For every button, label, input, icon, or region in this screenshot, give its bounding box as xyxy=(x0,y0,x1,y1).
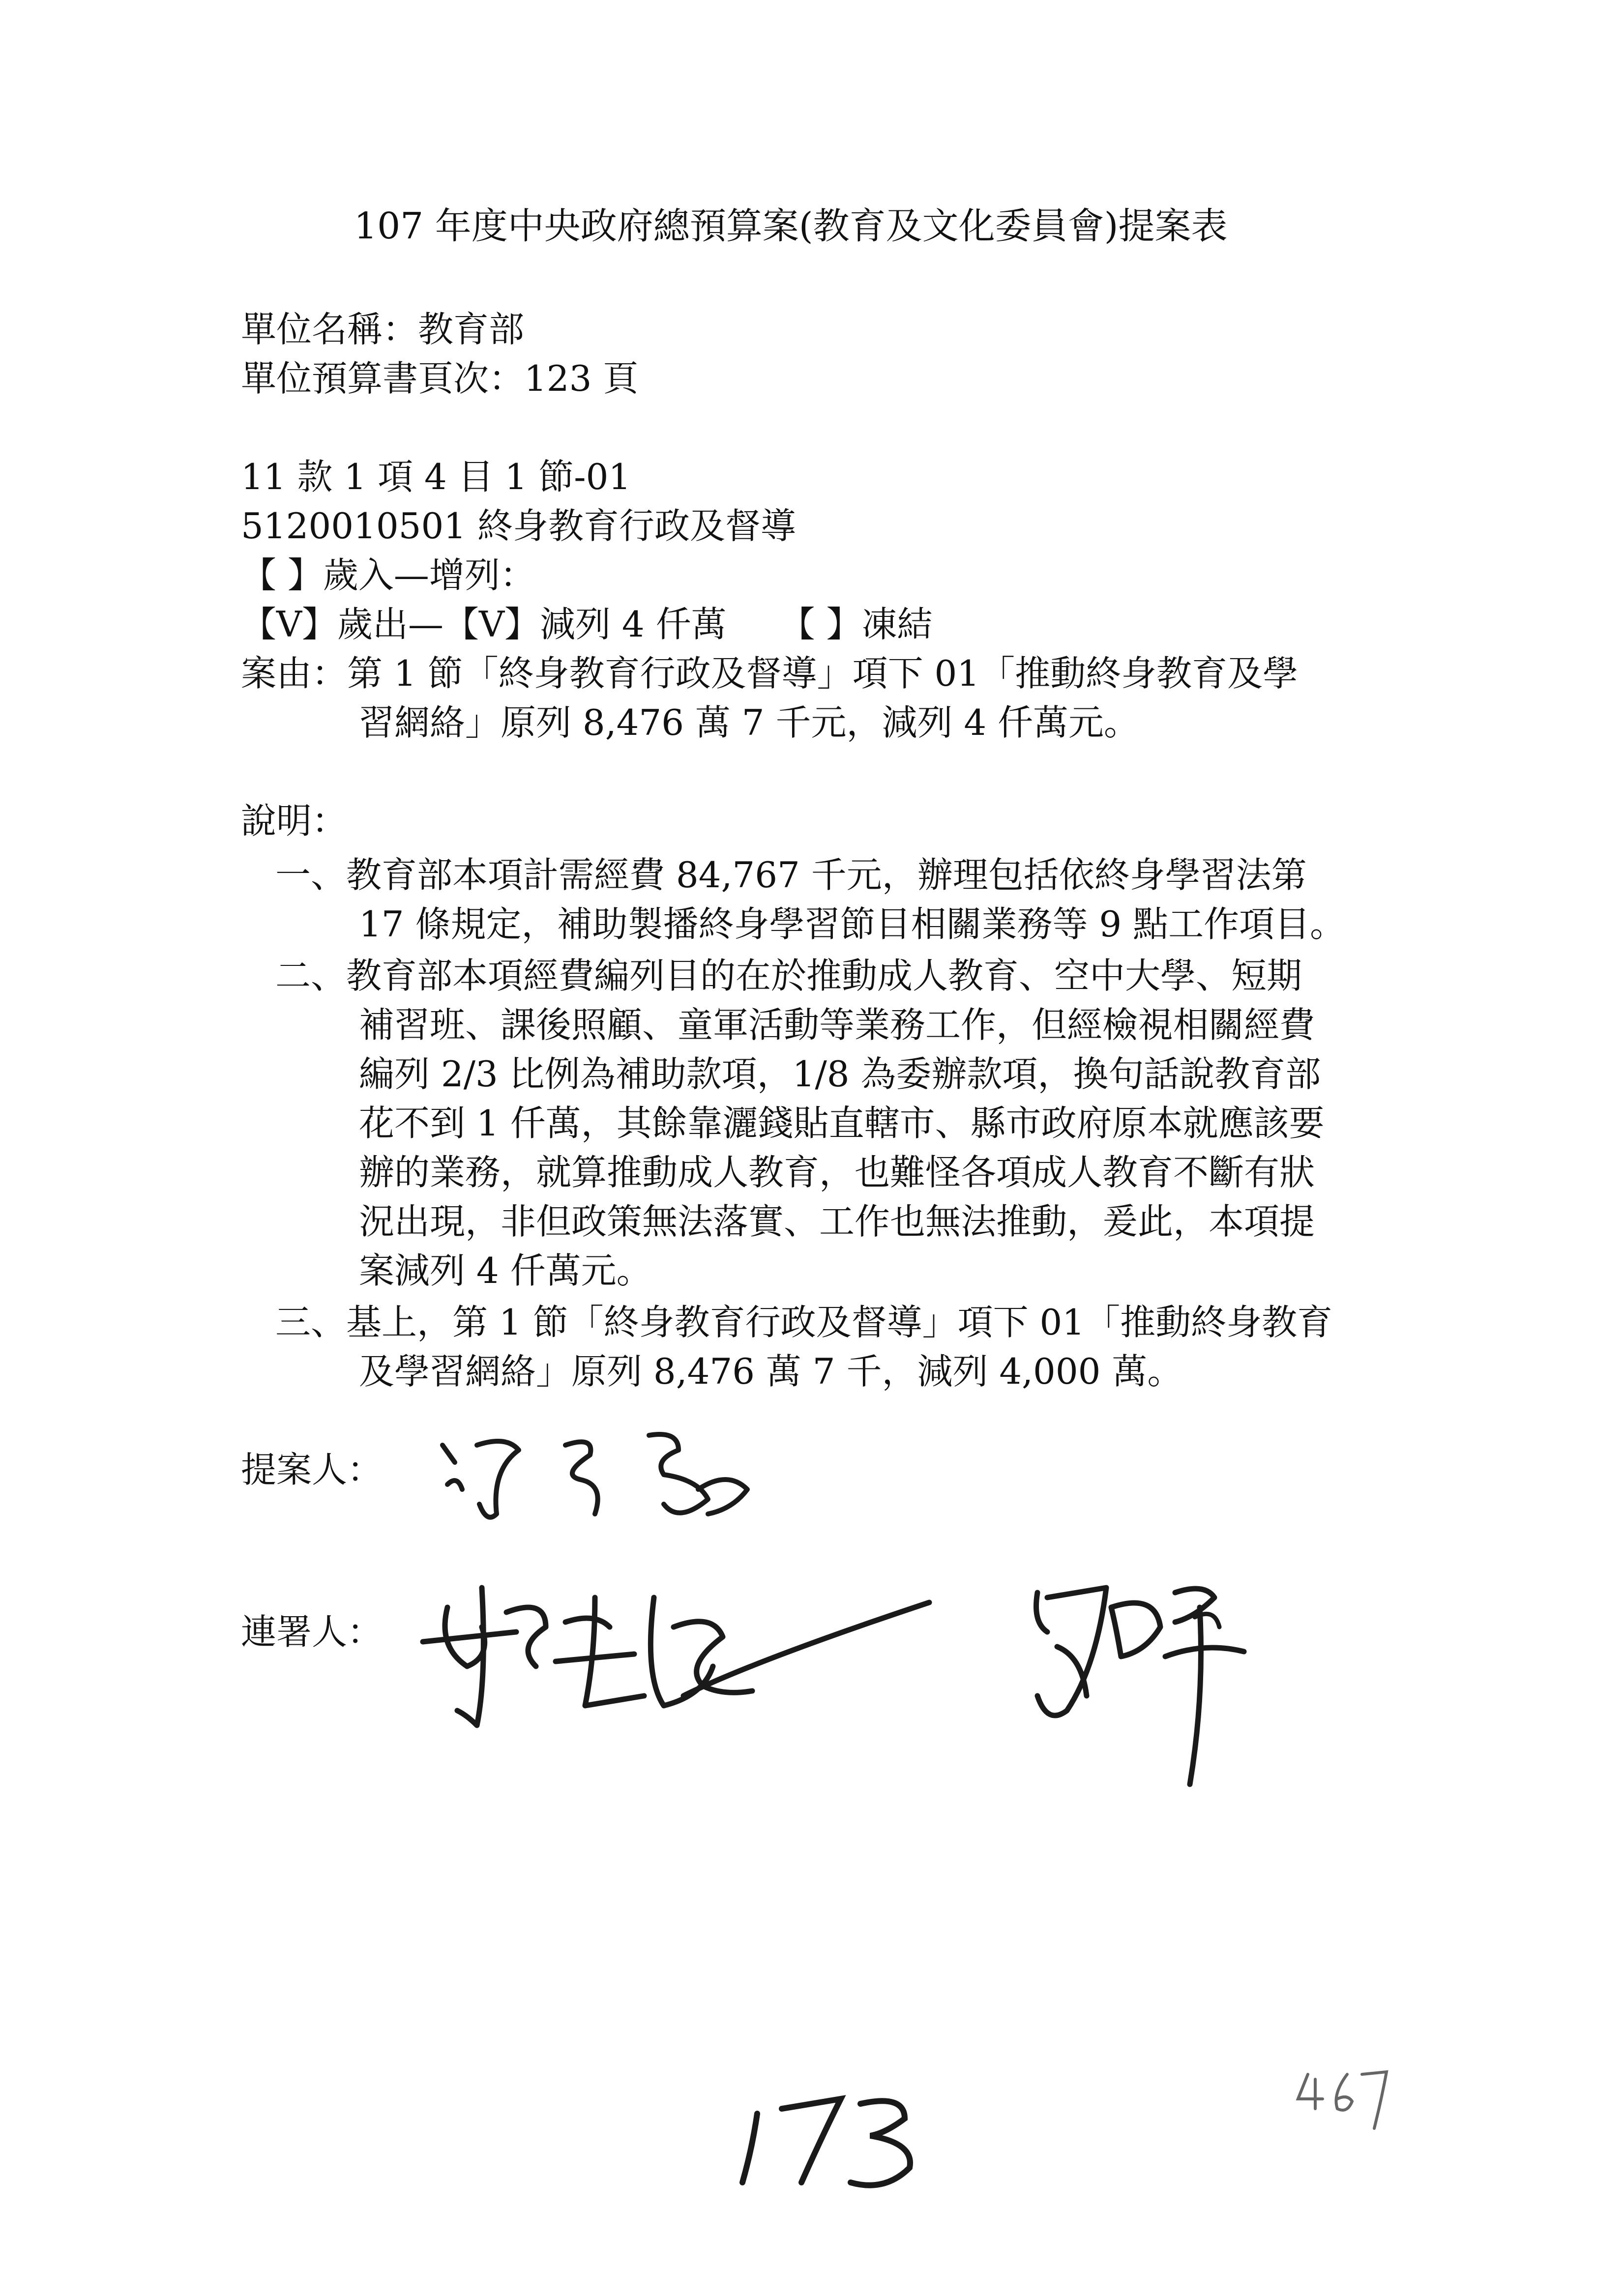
unit-budget-page: 單位預算書頁次：123 頁 xyxy=(241,358,639,399)
reason-line-1: 案由：第 1 節「終身教育行政及督導」項下 01「推動終身教育及學 xyxy=(241,653,1299,694)
page-number-text: 173 xyxy=(728,2079,729,2080)
item-2-line-6: 況出現，非但政策無法落實、工作也無法推動，爰此，本項提 xyxy=(359,1201,1315,1242)
item-2-line-2: 補習班、課後照顧、童軍活動等業務工作，但經檢視相關經費 xyxy=(359,1004,1315,1046)
item-1-line-2: 17 條規定，補助製播終身學習節目相關業務等 9 點工作項目。 xyxy=(359,903,1346,945)
revenue-line: 【 】歲入—增列： xyxy=(241,554,535,596)
item-1-line-1: 一、教育部本項計需經費 84,767 千元，辦理包括依終身學習法第 xyxy=(275,854,1307,896)
handwritten-small-number xyxy=(1288,2055,1396,2138)
proposer-signature xyxy=(433,1416,806,1543)
item-2-line-4: 花不到 1 仟萬，其餘靠灑錢貼直轄市、縣市政府原本就應該要 xyxy=(359,1103,1325,1144)
unit-name: 單位名稱：教育部 xyxy=(241,309,525,350)
handwritten-page-number xyxy=(728,2079,934,2197)
expenditure-line: 【V】歲出—【V】減列 4 仟萬 【 】凍結 xyxy=(241,604,933,645)
item-2-line-5: 辦的業務，就算推動成人教育，也難怪各項成人教育不斷有狀 xyxy=(359,1152,1315,1193)
cosigner-label: 連署人： xyxy=(241,1611,383,1653)
reason-line-2: 習網絡」原列 8,476 萬 7 千元，減列 4 仟萬元。 xyxy=(359,702,1140,743)
account-code: 11 款 1 項 4 目 1 節-01 xyxy=(241,456,631,497)
item-3-line-1: 三、基上，第 1 節「終身教育行政及督導」項下 01「推動終身教育 xyxy=(275,1302,1333,1343)
document-title: 107 年度中央政府總預算案(教育及文化委員會)提案表 xyxy=(354,205,1228,247)
item-2-line-1: 二、教育部本項經費編列目的在於推動成人教育、空中大學、短期 xyxy=(275,955,1302,996)
explanation-label: 說明： xyxy=(241,800,348,842)
item-2-line-7: 案減列 4 仟萬元。 xyxy=(359,1250,652,1291)
cosigner-signatures xyxy=(408,1548,1342,1853)
proposer-label: 提案人： xyxy=(241,1449,383,1490)
program-name: 5120010501 終身教育行政及督導 xyxy=(241,505,796,547)
item-3-line-2: 及學習網絡」原列 8,476 萬 7 千，減列 4,000 萬。 xyxy=(359,1351,1183,1392)
item-2-line-3: 編列 2/3 比例為補助款項，1/8 為委辦款項，換句話說教育部 xyxy=(359,1053,1321,1095)
